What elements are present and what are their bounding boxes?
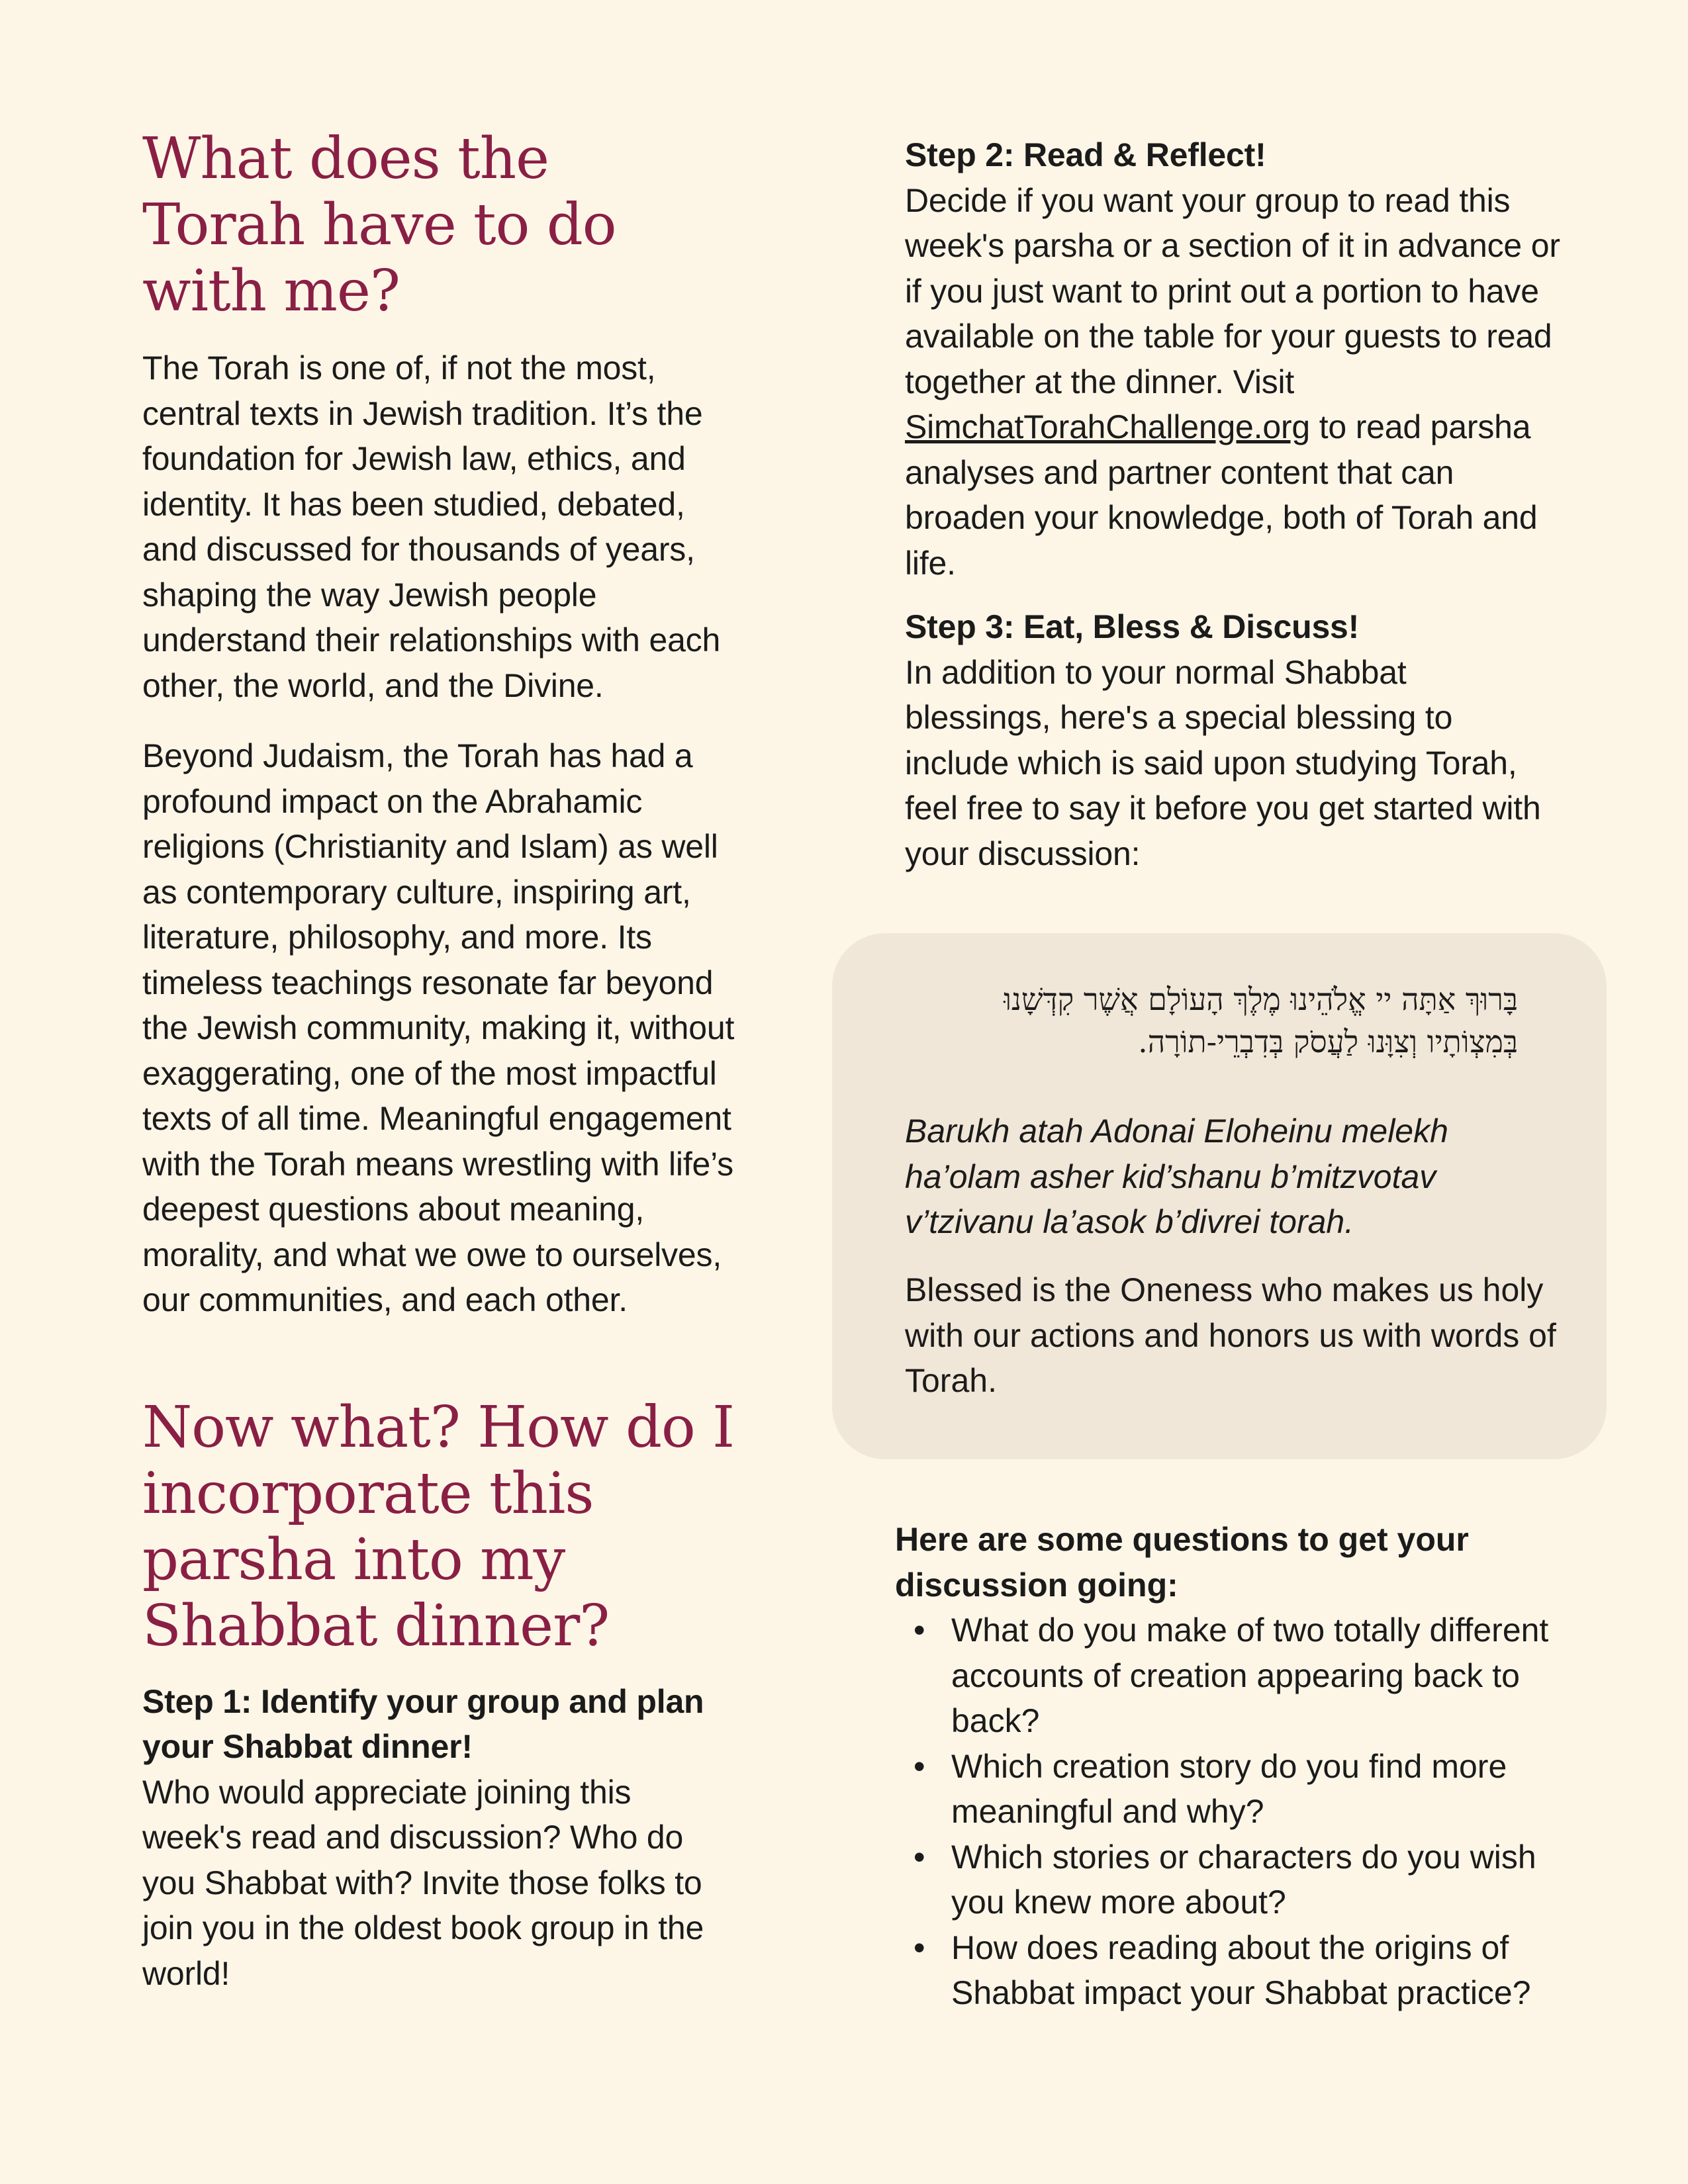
step-2-text-b: to read parsha analyses and partner content that can broaden your knowledge, both of Torah and life. xyxy=(905,408,1538,582)
step-1-text: Who would appreciate joining this week's read and discussion? Who do you Shabbat with? Invite those folks to join you in the oldest book group in the world! xyxy=(142,1773,704,1992)
heading-torah-and-me: What does the Torah have to do with me? xyxy=(142,126,616,324)
list-item xyxy=(895,1925,1590,2016)
list-item xyxy=(895,1744,1590,1835)
step-1 xyxy=(142,1679,725,1997)
hebrew-line-2: בְּמִצְוֹתָיו וְצִוָּנוּ לַעֲסֹק בְּדִבְרֵי-תוֹרָה. xyxy=(1138,1024,1518,1060)
paragraph-torah-central: The Torah is one of, if not the most, central texts in Jewish tradition. It’s the foundation for Jewish law, ethics, and identity. It has been studied, debated, and discussed for thousands of years, shaping the way Jewish people understand their relationships with each other, the world, and the Divine. xyxy=(142,349,721,704)
step-1-title: Step 1: Identify your group and plan your Shabbat dinner! xyxy=(142,1682,704,1765)
step-3-text: In addition to your normal Shabbat blessings, here's a special blessing to include which is said upon studying Torah, feel free to say it before you get started with your discussion: xyxy=(905,653,1541,872)
hebrew-blessing xyxy=(905,978,1518,1063)
questions-title: Here are some questions to get your discussion going: xyxy=(895,1521,1469,1604)
simchat-torah-challenge-link[interactable]: SimchatTorahChallenge.org xyxy=(905,408,1311,445)
bullet-icon: • xyxy=(914,1929,925,1966)
heading-now-what: Now what? How do I incorporate this parsha into my Shabbat dinner? xyxy=(142,1394,735,1659)
bullet-icon: • xyxy=(914,1838,925,1876)
question-text: Which creation story do you find more meaningful and why? xyxy=(951,1747,1507,1830)
hebrew-line-1: בָּרוּךְ אַתָּה יי אֱלֹהֵינוּ מֶלֶךְ הָעוֹלָם אֲשֶׁר קִדְּשָׁנוּ xyxy=(1004,981,1518,1017)
right-column xyxy=(905,132,1570,876)
questions-list xyxy=(895,1608,1590,2016)
blessing-translation: Blessed is the Oneness who makes us holy with our actions and honors us with words of Torah. xyxy=(905,1271,1556,1399)
step-2 xyxy=(905,132,1560,586)
step-2-text-a: Decide if you want your group to read this week's parsha or a section of it in advance or if you just want to print out a portion to have available on the table for your guests to read together at the dinner. Visit xyxy=(905,181,1560,400)
step-3 xyxy=(905,604,1560,876)
blessing-transliteration: Barukh atah Adonai Eloheinu melekh ha’olam asher kid’shanu b’mitzvotav v’tzivanu la’asok b’divrei torah. xyxy=(905,1113,1448,1240)
list-item xyxy=(895,1608,1590,1744)
question-text: What do you make of two totally different accounts of creation appearing back to back? xyxy=(951,1612,1549,1739)
step-3-title: Step 3: Eat, Bless & Discuss! xyxy=(905,608,1360,645)
discussion-questions xyxy=(895,1517,1590,2016)
left-column xyxy=(142,126,738,1996)
question-text: How does reading about the origins of Shabbat impact your Shabbat practice? xyxy=(951,1929,1531,2011)
step-2-title: Step 2: Read & Reflect! xyxy=(905,136,1266,173)
bullet-icon: • xyxy=(914,1747,925,1785)
paragraph-beyond-judaism: Beyond Judaism, the Torah has had a profound impact on the Abrahamic religions (Christianity and Islam) as well as contemporary culture, inspiring art, literature, philosophy, and more. Its timeless teachings resonate far beyond the Jewish community, making it, without exaggerating, one of the most impactful texts of all time. Meaningful engagement with the Torah means wrestling with life’s deepest questions about meaning, morality, and what we owe to ourselves, our communities, and each other. xyxy=(142,737,735,1318)
list-item xyxy=(895,1835,1590,1925)
question-text: Which stories or characters do you wish you knew more about? xyxy=(951,1838,1536,1921)
bullet-icon: • xyxy=(914,1612,925,1649)
